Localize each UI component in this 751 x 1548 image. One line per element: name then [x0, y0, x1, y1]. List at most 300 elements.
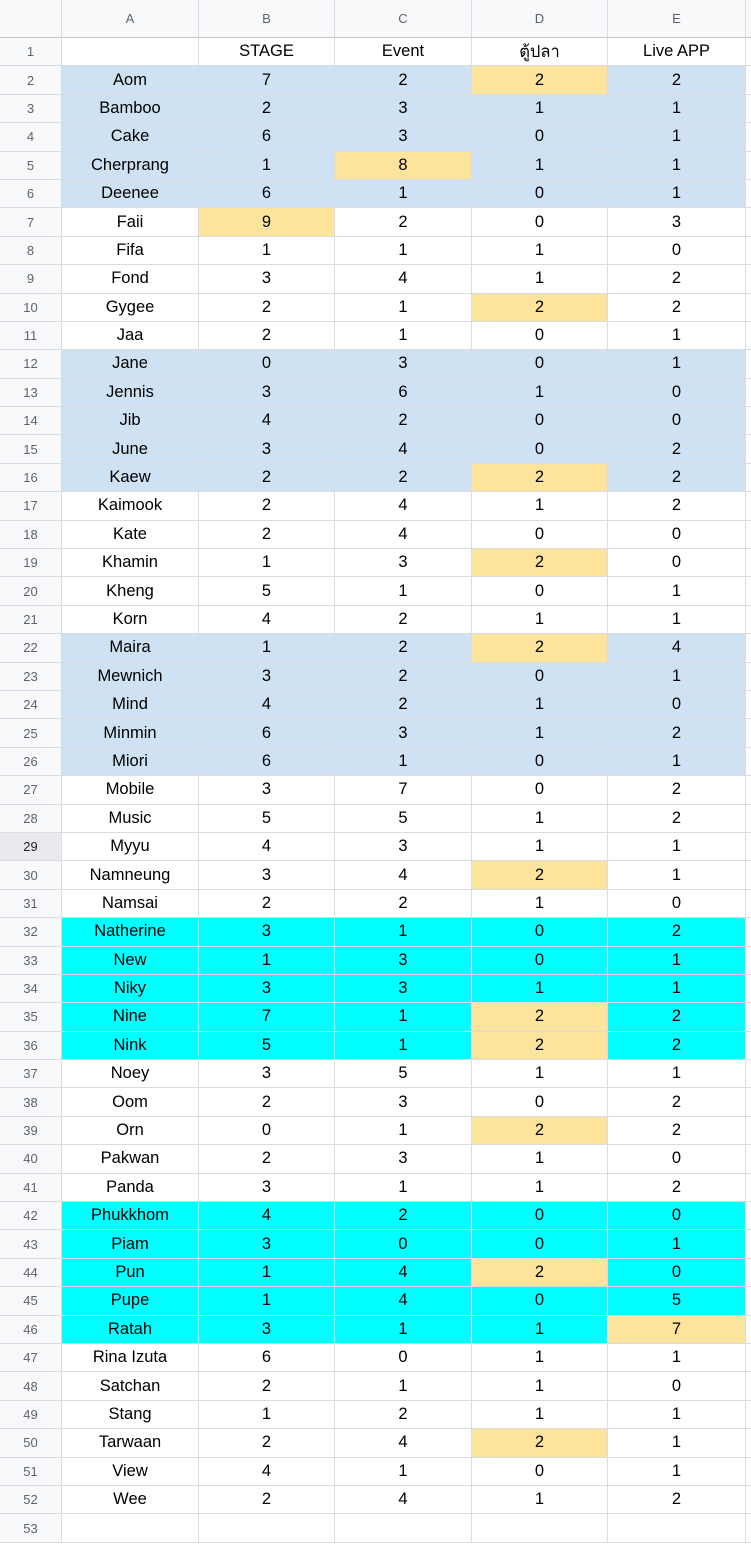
cell-b[interactable]: 1	[199, 947, 335, 975]
cell-e[interactable]: 0	[608, 237, 746, 265]
row-header[interactable]: 34	[0, 975, 62, 1003]
cell-b[interactable]: 7	[199, 1003, 335, 1031]
cell-b[interactable]: 4	[199, 606, 335, 634]
cell-f-partial[interactable]	[746, 208, 751, 236]
cell-c[interactable]: 7	[335, 776, 472, 804]
cell-b[interactable]: 4	[199, 407, 335, 435]
cell-c[interactable]: 0	[335, 1344, 472, 1372]
cell-d[interactable]: 0	[472, 776, 608, 804]
cell-f-partial[interactable]	[746, 890, 751, 918]
row-header[interactable]: 4	[0, 123, 62, 151]
cell-c[interactable]: 2	[335, 407, 472, 435]
cell-b[interactable]: 0	[199, 1117, 335, 1145]
cell-e[interactable]: 1	[608, 577, 746, 605]
cell-b[interactable]: 6	[199, 1344, 335, 1372]
cell-f-partial[interactable]	[746, 634, 751, 662]
row-header[interactable]: 14	[0, 407, 62, 435]
cell-a[interactable]: Miori	[62, 748, 199, 776]
cell-d[interactable]: 0	[472, 208, 608, 236]
cell-a[interactable]: Deenee	[62, 180, 199, 208]
row-header[interactable]: 29	[0, 833, 62, 861]
cell-b[interactable]: 7	[199, 66, 335, 94]
cell-c[interactable]: 1	[335, 1372, 472, 1400]
cell-d[interactable]: 0	[472, 1287, 608, 1315]
cell-d[interactable]: 0	[472, 947, 608, 975]
cell-f-partial[interactable]	[746, 1230, 751, 1258]
cell-e[interactable]: 1	[608, 833, 746, 861]
cell-e[interactable]: 2	[608, 1032, 746, 1060]
row-header[interactable]: 15	[0, 435, 62, 463]
cell-e[interactable]: 1	[608, 748, 746, 776]
cell-b[interactable]: 4	[199, 833, 335, 861]
row-header[interactable]: 47	[0, 1344, 62, 1372]
cell-d[interactable]: 2	[472, 1117, 608, 1145]
cell-f-partial[interactable]	[746, 805, 751, 833]
row-header[interactable]: 16	[0, 464, 62, 492]
cell-f-partial[interactable]	[746, 1316, 751, 1344]
row-header[interactable]: 26	[0, 748, 62, 776]
cell-f-partial[interactable]	[746, 918, 751, 946]
cell-f-partial[interactable]	[746, 663, 751, 691]
cell-f-partial[interactable]	[746, 407, 751, 435]
cell-a[interactable]: Nink	[62, 1032, 199, 1060]
row-header[interactable]: 27	[0, 776, 62, 804]
row-header[interactable]: 45	[0, 1287, 62, 1315]
cell-e[interactable]: 2	[608, 719, 746, 747]
row-header[interactable]: 36	[0, 1032, 62, 1060]
cell-a[interactable]: Orn	[62, 1117, 199, 1145]
cell-f-partial[interactable]	[746, 1088, 751, 1116]
row-header[interactable]: 51	[0, 1458, 62, 1486]
cell-e[interactable]: 2	[608, 492, 746, 520]
column-header-d[interactable]: D	[472, 0, 608, 38]
cell-b[interactable]: 0	[199, 350, 335, 378]
cell-e[interactable]: 2	[608, 1088, 746, 1116]
cell-b[interactable]: 1	[199, 237, 335, 265]
cell-b[interactable]: 3	[199, 1060, 335, 1088]
cell-f-partial[interactable]	[746, 748, 751, 776]
cell-e[interactable]: 2	[608, 1117, 746, 1145]
cell-d[interactable]: 1	[472, 833, 608, 861]
row-header[interactable]: 48	[0, 1372, 62, 1400]
cell-c[interactable]: 4	[335, 265, 472, 293]
row-header[interactable]: 1	[0, 38, 62, 66]
cell-f-partial[interactable]	[746, 1259, 751, 1287]
cell-f-partial[interactable]	[746, 237, 751, 265]
cell-c[interactable]: 1	[335, 294, 472, 322]
cell-a[interactable]: New	[62, 947, 199, 975]
cell-f-partial[interactable]	[746, 152, 751, 180]
cell-f-partial[interactable]	[746, 350, 751, 378]
cell-f-partial[interactable]	[746, 1003, 751, 1031]
cell-a[interactable]: Stang	[62, 1401, 199, 1429]
cell-a[interactable]: Maira	[62, 634, 199, 662]
cell-c[interactable]: 2	[335, 634, 472, 662]
cell-a[interactable]: Khamin	[62, 549, 199, 577]
cell-d[interactable]: 1	[472, 1174, 608, 1202]
cell-f-partial[interactable]	[746, 549, 751, 577]
cell-b[interactable]: 6	[199, 180, 335, 208]
cell-b[interactable]: 6	[199, 719, 335, 747]
cell-c[interactable]: 3	[335, 1145, 472, 1173]
cell-a[interactable]: Satchan	[62, 1372, 199, 1400]
cell-d[interactable]: 0	[472, 1202, 608, 1230]
cell-d[interactable]: 2	[472, 1259, 608, 1287]
cell-d[interactable]: 2	[472, 294, 608, 322]
cell-a[interactable]: Gygee	[62, 294, 199, 322]
cell-d[interactable]: 1	[472, 492, 608, 520]
cell-a[interactable]: Cake	[62, 123, 199, 151]
cell-c[interactable]: 1	[335, 180, 472, 208]
cell-a[interactable]: Piam	[62, 1230, 199, 1258]
cell-b[interactable]: STAGE	[199, 38, 335, 66]
cell-a[interactable]: Jane	[62, 350, 199, 378]
cell-c[interactable]: 4	[335, 1259, 472, 1287]
row-header[interactable]: 44	[0, 1259, 62, 1287]
select-all-corner[interactable]	[0, 0, 62, 38]
cell-e[interactable]: 2	[608, 776, 746, 804]
cell-e[interactable]: 1	[608, 1401, 746, 1429]
cell-c[interactable]: 3	[335, 719, 472, 747]
cell-e[interactable]: 1	[608, 95, 746, 123]
column-header-c[interactable]: C	[335, 0, 472, 38]
cell-f-partial[interactable]	[746, 294, 751, 322]
cell-a[interactable]	[62, 1514, 199, 1542]
cell-b[interactable]	[199, 1514, 335, 1542]
row-header[interactable]: 11	[0, 322, 62, 350]
cell-b[interactable]: 9	[199, 208, 335, 236]
cell-f-partial[interactable]	[746, 833, 751, 861]
row-header[interactable]: 28	[0, 805, 62, 833]
cell-f-partial[interactable]	[746, 66, 751, 94]
cell-b[interactable]: 3	[199, 265, 335, 293]
row-header[interactable]: 49	[0, 1401, 62, 1429]
cell-c[interactable]: 3	[335, 123, 472, 151]
cell-e[interactable]: 1	[608, 1458, 746, 1486]
cell-a[interactable]: View	[62, 1458, 199, 1486]
cell-e[interactable]: 1	[608, 1060, 746, 1088]
cell-e[interactable]: 2	[608, 1003, 746, 1031]
cell-d[interactable]: 1	[472, 95, 608, 123]
cell-c[interactable]: 1	[335, 1458, 472, 1486]
cell-f-partial[interactable]	[746, 1117, 751, 1145]
cell-e[interactable]: 2	[608, 265, 746, 293]
cell-c[interactable]: 8	[335, 152, 472, 180]
cell-b[interactable]: 2	[199, 322, 335, 350]
cell-f-partial[interactable]	[746, 947, 751, 975]
cell-d[interactable]: 1	[472, 805, 608, 833]
cell-a[interactable]: Panda	[62, 1174, 199, 1202]
cell-d[interactable]: 1	[472, 975, 608, 1003]
row-header[interactable]: 22	[0, 634, 62, 662]
cell-c[interactable]: 3	[335, 947, 472, 975]
cell-a[interactable]: Cherprang	[62, 152, 199, 180]
cell-d[interactable]: 1	[472, 1060, 608, 1088]
cell-b[interactable]: 2	[199, 95, 335, 123]
cell-f-partial[interactable]	[746, 464, 751, 492]
cell-d[interactable]: 2	[472, 464, 608, 492]
cell-e[interactable]: 2	[608, 918, 746, 946]
row-header[interactable]: 5	[0, 152, 62, 180]
cell-c[interactable]: 1	[335, 237, 472, 265]
cell-c[interactable]: 0	[335, 1230, 472, 1258]
row-header[interactable]: 53	[0, 1514, 62, 1542]
cell-f-partial[interactable]	[746, 1202, 751, 1230]
row-header[interactable]: 46	[0, 1316, 62, 1344]
cell-e[interactable]: 0	[608, 379, 746, 407]
row-header[interactable]: 39	[0, 1117, 62, 1145]
cell-b[interactable]: 5	[199, 1032, 335, 1060]
cell-b[interactable]: 2	[199, 1429, 335, 1457]
cell-f-partial[interactable]	[746, 719, 751, 747]
cell-d[interactable]: ตู้ปลา	[472, 38, 608, 66]
cell-b[interactable]: 5	[199, 805, 335, 833]
cell-c[interactable]: 3	[335, 975, 472, 1003]
cell-b[interactable]: 1	[199, 1259, 335, 1287]
cell-e[interactable]: 1	[608, 152, 746, 180]
cell-f-partial[interactable]	[746, 322, 751, 350]
cell-b[interactable]: 3	[199, 435, 335, 463]
row-header[interactable]: 21	[0, 606, 62, 634]
cell-b[interactable]: 3	[199, 975, 335, 1003]
cell-f-partial[interactable]	[746, 265, 751, 293]
cell-a[interactable]: Minmin	[62, 719, 199, 747]
cell-f-partial[interactable]	[746, 577, 751, 605]
cell-c[interactable]: 2	[335, 663, 472, 691]
cell-e[interactable]: 2	[608, 294, 746, 322]
cell-a[interactable]: Fifa	[62, 237, 199, 265]
cell-e[interactable]	[608, 1514, 746, 1542]
row-header[interactable]: 2	[0, 66, 62, 94]
cell-a[interactable]: Jaa	[62, 322, 199, 350]
cell-e[interactable]: 4	[608, 634, 746, 662]
cell-d[interactable]: 1	[472, 1401, 608, 1429]
cell-a[interactable]: Myyu	[62, 833, 199, 861]
row-header[interactable]: 20	[0, 577, 62, 605]
cell-b[interactable]: 3	[199, 663, 335, 691]
row-header[interactable]: 18	[0, 521, 62, 549]
cell-d[interactable]: 0	[472, 322, 608, 350]
cell-d[interactable]: 1	[472, 1486, 608, 1514]
cell-d[interactable]: 1	[472, 1145, 608, 1173]
cell-b[interactable]: 1	[199, 152, 335, 180]
cell-f-partial[interactable]	[746, 1344, 751, 1372]
cell-d[interactable]: 0	[472, 350, 608, 378]
cell-f-partial[interactable]	[746, 606, 751, 634]
cell-d[interactable]: 1	[472, 719, 608, 747]
cell-f-partial[interactable]	[746, 1458, 751, 1486]
row-header[interactable]: 24	[0, 691, 62, 719]
cell-a[interactable]: Ratah	[62, 1316, 199, 1344]
cell-d[interactable]: 0	[472, 1088, 608, 1116]
cell-f-partial[interactable]	[746, 861, 751, 889]
cell-f-partial[interactable]	[746, 521, 751, 549]
cell-e[interactable]: 0	[608, 1145, 746, 1173]
cell-d[interactable]: 2	[472, 66, 608, 94]
row-header[interactable]: 31	[0, 890, 62, 918]
cell-b[interactable]: 3	[199, 1316, 335, 1344]
cell-b[interactable]: 3	[199, 1230, 335, 1258]
cell-d[interactable]: 1	[472, 265, 608, 293]
cell-b[interactable]: 2	[199, 1145, 335, 1173]
column-header-f-partial[interactable]	[746, 0, 751, 38]
row-header[interactable]: 30	[0, 861, 62, 889]
cell-a[interactable]: Nine	[62, 1003, 199, 1031]
cell-f-partial[interactable]	[746, 492, 751, 520]
row-header[interactable]: 6	[0, 180, 62, 208]
cell-a[interactable]: Kate	[62, 521, 199, 549]
cell-e[interactable]: 2	[608, 435, 746, 463]
cell-a[interactable]: Music	[62, 805, 199, 833]
cell-f-partial[interactable]	[746, 691, 751, 719]
cell-b[interactable]: 4	[199, 1202, 335, 1230]
cell-f-partial[interactable]	[746, 38, 751, 66]
cell-f-partial[interactable]	[746, 180, 751, 208]
cell-d[interactable]: 1	[472, 691, 608, 719]
row-header[interactable]: 8	[0, 237, 62, 265]
cell-d[interactable]: 1	[472, 379, 608, 407]
cell-b[interactable]: 2	[199, 890, 335, 918]
cell-c[interactable]: 2	[335, 691, 472, 719]
cell-d[interactable]: 2	[472, 861, 608, 889]
cell-b[interactable]: 3	[199, 861, 335, 889]
row-header[interactable]: 12	[0, 350, 62, 378]
cell-a[interactable]: Pupe	[62, 1287, 199, 1315]
cell-e[interactable]: 1	[608, 947, 746, 975]
cell-c[interactable]: 4	[335, 492, 472, 520]
row-header[interactable]: 43	[0, 1230, 62, 1258]
cell-f-partial[interactable]	[746, 776, 751, 804]
cell-e[interactable]: 0	[608, 549, 746, 577]
cell-c[interactable]: 3	[335, 95, 472, 123]
row-header[interactable]: 3	[0, 95, 62, 123]
cell-c[interactable]: 2	[335, 1202, 472, 1230]
cell-a[interactable]	[62, 38, 199, 66]
cell-f-partial[interactable]	[746, 1060, 751, 1088]
cell-b[interactable]: 4	[199, 691, 335, 719]
cell-e[interactable]: 1	[608, 1344, 746, 1372]
cell-c[interactable]: Event	[335, 38, 472, 66]
cell-c[interactable]: 1	[335, 322, 472, 350]
cell-b[interactable]: 4	[199, 1458, 335, 1486]
cell-c[interactable]: 1	[335, 1316, 472, 1344]
cell-d[interactable]: 2	[472, 1003, 608, 1031]
row-header[interactable]: 17	[0, 492, 62, 520]
cell-e[interactable]: 1	[608, 180, 746, 208]
cell-e[interactable]: 3	[608, 208, 746, 236]
cell-f-partial[interactable]	[746, 1401, 751, 1429]
cell-f-partial[interactable]	[746, 1372, 751, 1400]
cell-c[interactable]: 3	[335, 833, 472, 861]
cell-c[interactable]: 3	[335, 350, 472, 378]
cell-d[interactable]: 0	[472, 748, 608, 776]
cell-b[interactable]: 3	[199, 776, 335, 804]
cell-e[interactable]: 2	[608, 464, 746, 492]
cell-e[interactable]: 1	[608, 350, 746, 378]
cell-d[interactable]: 0	[472, 1458, 608, 1486]
cell-d[interactable]: 0	[472, 521, 608, 549]
column-header-b[interactable]: B	[199, 0, 335, 38]
cell-b[interactable]: 3	[199, 918, 335, 946]
cell-d[interactable]: 0	[472, 123, 608, 151]
cell-a[interactable]: Namsai	[62, 890, 199, 918]
cell-b[interactable]: 2	[199, 1372, 335, 1400]
cell-c[interactable]: 1	[335, 1003, 472, 1031]
cell-d[interactable]: 2	[472, 634, 608, 662]
cell-c[interactable]: 4	[335, 1486, 472, 1514]
cell-d[interactable]: 2	[472, 1032, 608, 1060]
row-header[interactable]: 37	[0, 1060, 62, 1088]
cell-e[interactable]: 1	[608, 1230, 746, 1258]
cell-b[interactable]: 2	[199, 1088, 335, 1116]
cell-b[interactable]: 2	[199, 1486, 335, 1514]
cell-a[interactable]: Aom	[62, 66, 199, 94]
cell-c[interactable]: 1	[335, 1117, 472, 1145]
cell-e[interactable]: 2	[608, 805, 746, 833]
cell-f-partial[interactable]	[746, 379, 751, 407]
cell-d[interactable]: 0	[472, 918, 608, 946]
cell-e[interactable]: 1	[608, 606, 746, 634]
row-header[interactable]: 10	[0, 294, 62, 322]
cell-a[interactable]: Oom	[62, 1088, 199, 1116]
cell-c[interactable]: 2	[335, 208, 472, 236]
cell-c[interactable]: 5	[335, 1060, 472, 1088]
cell-d[interactable]: 1	[472, 890, 608, 918]
row-header[interactable]: 52	[0, 1486, 62, 1514]
row-header[interactable]: 50	[0, 1429, 62, 1457]
cell-f-partial[interactable]	[746, 1514, 751, 1542]
cell-c[interactable]: 2	[335, 1401, 472, 1429]
cell-d[interactable]: 2	[472, 549, 608, 577]
cell-a[interactable]: Faii	[62, 208, 199, 236]
row-header[interactable]: 9	[0, 265, 62, 293]
cell-e[interactable]: 7	[608, 1316, 746, 1344]
cell-e[interactable]: 5	[608, 1287, 746, 1315]
cell-b[interactable]: 6	[199, 748, 335, 776]
cell-b[interactable]: 3	[199, 379, 335, 407]
cell-f-partial[interactable]	[746, 1429, 751, 1457]
cell-c[interactable]: 4	[335, 521, 472, 549]
cell-f-partial[interactable]	[746, 1486, 751, 1514]
cell-b[interactable]: 1	[199, 1401, 335, 1429]
cell-a[interactable]: Pakwan	[62, 1145, 199, 1173]
cell-d[interactable]	[472, 1514, 608, 1542]
cell-c[interactable]: 4	[335, 435, 472, 463]
row-header[interactable]: 23	[0, 663, 62, 691]
cell-d[interactable]: 0	[472, 180, 608, 208]
cell-c[interactable]: 1	[335, 918, 472, 946]
row-header[interactable]: 40	[0, 1145, 62, 1173]
cell-c[interactable]: 2	[335, 890, 472, 918]
cell-a[interactable]: Mewnich	[62, 663, 199, 691]
cell-d[interactable]: 1	[472, 237, 608, 265]
cell-e[interactable]: 0	[608, 1202, 746, 1230]
cell-d[interactable]: 0	[472, 577, 608, 605]
cell-e[interactable]: 0	[608, 1259, 746, 1287]
cell-e[interactable]: 1	[608, 123, 746, 151]
cell-d[interactable]: 1	[472, 152, 608, 180]
row-header[interactable]: 42	[0, 1202, 62, 1230]
row-header[interactable]: 38	[0, 1088, 62, 1116]
cell-a[interactable]: Phukkhom	[62, 1202, 199, 1230]
cell-f-partial[interactable]	[746, 123, 751, 151]
cell-b[interactable]: 2	[199, 521, 335, 549]
cell-a[interactable]: Noey	[62, 1060, 199, 1088]
cell-c[interactable]: 3	[335, 1088, 472, 1116]
cell-a[interactable]: Rina Izuta	[62, 1344, 199, 1372]
cell-e[interactable]: 2	[608, 1174, 746, 1202]
cell-e[interactable]: 1	[608, 861, 746, 889]
